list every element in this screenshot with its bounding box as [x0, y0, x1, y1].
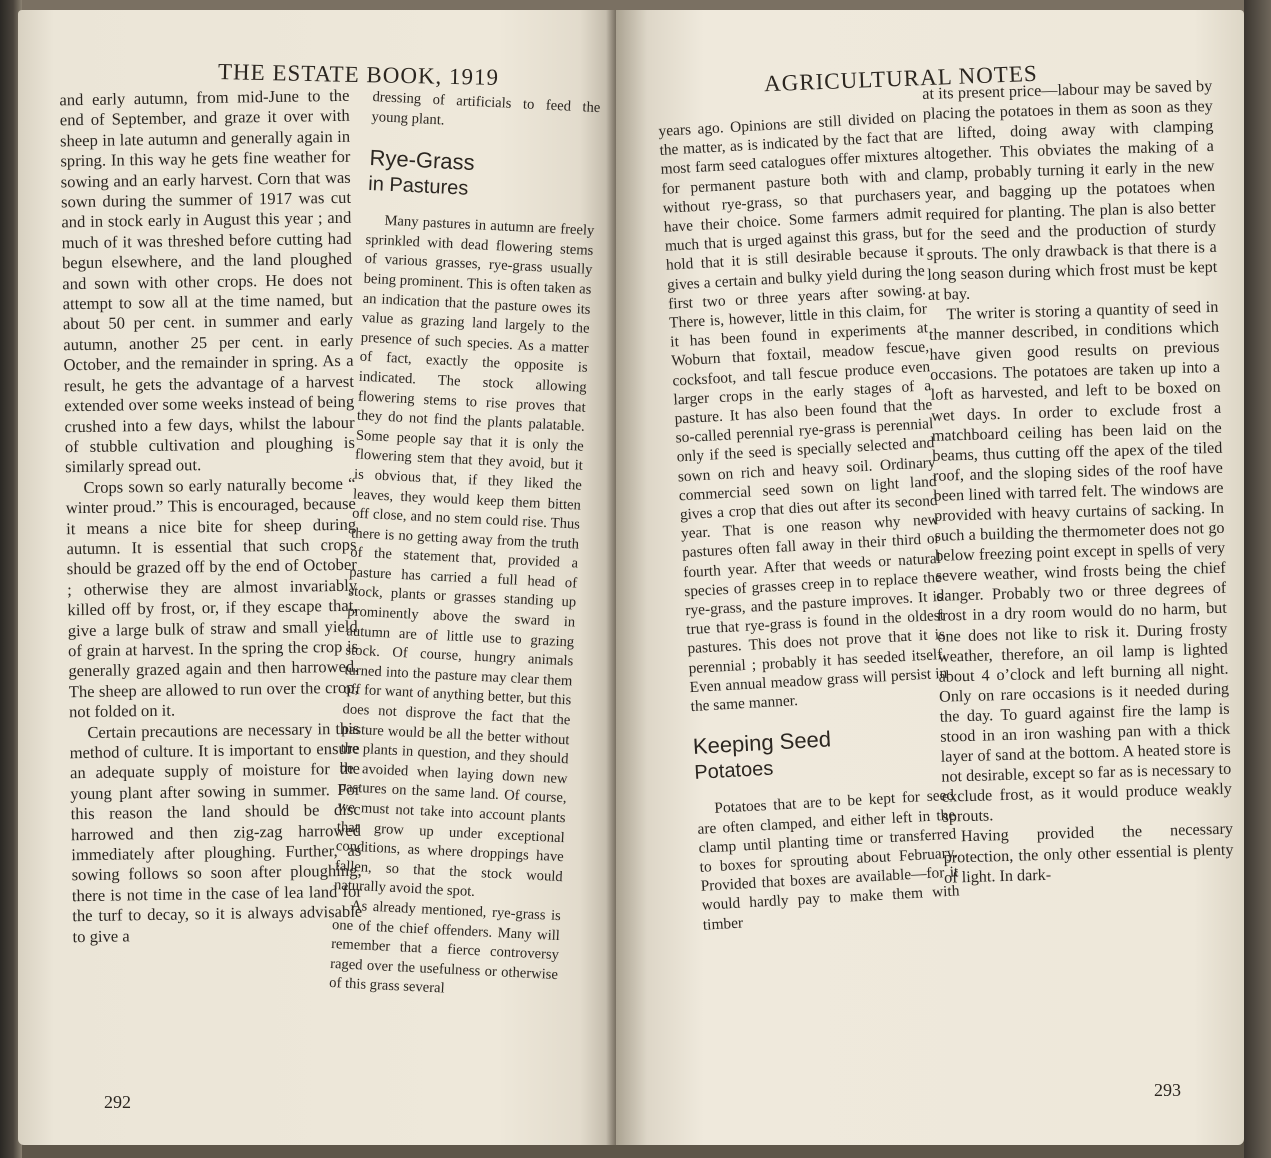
left-column-2	[329, 88, 601, 1005]
left-running-head: THE ESTATE BOOK, 1919	[217, 59, 500, 90]
paragraph: As already mentioned, rye-grass is one of the chief offenders. Many will remember that a fierce controversy raged over the usefulness or otherwise of this grass several	[328, 897, 562, 997]
right-page	[616, 10, 1244, 1145]
paragraph: Crops sown so early naturally become “ winter proud.” This is encouraged, because it means a nice bite for sheep during autumn. It is essential that such crops should be grazed off by the end of October ; otherwise they are almost invariably killed off by frost, or, if they escape that, give a large bulk of straw and small yield of grain at harvest. In the spring the crop is generally grazed again and then harrowed. The sheep are allowed to run over the crop, not folded on it.	[65, 473, 359, 722]
paragraph: and early autumn, from mid-June to the end of September, and graze it over with sheep in late autumn and generally again in spring. In this way he gets fine weather for sowing and an early harvest. Corn that was sown during the summer of 1917 was cut and in stock early in August this year ; and much of it was threshed before cutting had begun elsewhere, and the land ploughed and sown with other crops. He does not attempt to sow all at the time named, but about 50 per cent. in summer and early autumn, another 25 per cent. in early October, and the remainder in spring. As a result, he gets the advantage of a harvest extended over some weeks instead of being crushed into a few days, whilst the labour of stubble cultivation and ploughing is similarly spread out.	[59, 85, 355, 477]
paragraph: The writer is storing a quantity of seed in the manner described, in conditions which have given good results on previous occasions. The potatoes are taken up into a loft as harvested, and left to be boxed on wet days. In order to exclude frost a matchboard ceiling has been laid on the beams, thus cutting off the apex of the tiled roof, and the sloping sides of the roof have been lined with tarred felt. The windows are provided with heavy curtains of sacking. In such a building the thermometer does not go below freezing point except in spells of very severe weather, wind frosts being the chief danger. Probably two or three degrees of frost in a dry room would do no harm, but one does not like to risk it. During frosty weather, therefore, an oil lamp is lighted about 4 o’clock and left burning all night. Only on rare occasions is it needed during the day. To guard against fire the lamp is stood in an iron washing pan with a thick layer of sand at the bottom. A heated store is not desirable, except so far as is necessary to exclude frost, as it would produce weakly sprouts.	[928, 297, 1233, 827]
heading-line: Keeping Seed	[692, 726, 832, 760]
paragraph: Having provided the necessary protection, the only other essential is plenty of light. In dark-	[943, 820, 1234, 887]
heading-subline: in Pastures	[367, 173, 469, 200]
left-column-1	[59, 86, 362, 948]
heading-subline: Potatoes	[693, 757, 774, 785]
paragraph: Potatoes that are to be kept for seed are often clamped, and either left in the clamp until planting time or transferred to boxes for sprouting about February. Provided that boxes are available—for it would hardly pay to make them with timber	[697, 786, 960, 934]
page-number-left: 292	[104, 1092, 131, 1112]
right-running-head: AGRICULTURAL NOTES	[763, 60, 1039, 97]
page-number-right: 293	[1154, 1080, 1181, 1100]
section-heading-rye-grass	[368, 145, 598, 208]
right-column-1	[658, 108, 961, 935]
paragraph: Many pastures in autumn are freely sprinkled with dead flowering stems of various grasses, rye-grass usually being prominent. This is often taken as an indication that the pasture owes its value as grazing land largely to the presence of such species. As a matter of fact, exactly the opposite is indicated. The stock allowing flowering stems to rise proves that they do not find the plants palatable. Some people say that it is only the flowering stem that they avoid, but it is obvious that, if they liked the leaves, they would keep them bitten off close, and no stem could rise. Thus there is no getting away from the truth of the statement that, provided a pasture has carried a full head of stock, plants or grasses standing up prominently above the sward in autumn are of little use to grazing stock. Of course, hungry animals turned into the pasture may clear them off for want of anything better, but this does not disprove the fact that the pasture would be all the better without the plants in question, and they should be avoided when laying down new pastures on the same land. Of course, we must not take into account plants that grow up under exceptional conditions, as where droppings have fallen, so that the stock would naturally avoid the spot.	[333, 212, 595, 901]
paragraph: dressing of artificials to feed the young plant.	[371, 88, 601, 129]
section-heading-keeping-seed	[692, 720, 953, 786]
book-right-edge	[1244, 0, 1271, 1158]
paragraph: at its present price—labour may be saved by placing the potatoes in them as soon as they are lifted, doing away with clamping altogether. This obviates the making of a clamp, probably turning it early in the new year, and bagging up the potatoes when required for planting. The plan is also better for the seed and the production of sturdy sprouts. The only drawback is that there is a long season during which frost must be kept at bay.	[922, 76, 1218, 304]
paragraph: years ago. Opinions are still divided on the matter, as is indicated by the fact that most farm seed catalogues offer mixtures for permanent pasture both with and without rye-grass, so that purchasers have their choice. Some farmers admit much that is urged against this grass, but hold that it is still desirable because it gives a certain and bulky yield during the first two or three years after sowing. There is, however, little in this claim, for it has been found in experiments at Woburn that foxtail, meadow fescue, cocksfoot, and tall fescue produce even larger crops in the early stages of a pasture. It has also been found that the so-called perennial rye-grass is perennial only if the seed is specially selected and sown on rich and heavy soil. Ordinary commercial seed sown on light land gives a crop that dies out after its second year. That is one reason why new pastures often fall away in their third or fourth year. After that weeds or natural species of grasses creep in to replace the rye-grass, and the pasture improves. It is true that rye-grass is found in the oldest pastures. This does not prove that it is perennial ; probably it has seeded itself. Even annual meadow grass will persist in the same manner.	[658, 108, 948, 716]
right-column-2	[922, 76, 1234, 888]
heading-line: Rye-Grass	[368, 145, 476, 176]
paragraph: Certain precautions are necessary in this method of culture. It is important to ensure an adequate supply of moisture for the young plant after sowing in summer. For this reason the land should be disc harrowed and then zig-zag harrowed immediately after ploughing. Further, as sowing follows so soon after ploughing, there is not time in the case of lea land for the turf to decay, so it is always advisable to give a	[69, 718, 363, 946]
left-page	[18, 10, 616, 1145]
